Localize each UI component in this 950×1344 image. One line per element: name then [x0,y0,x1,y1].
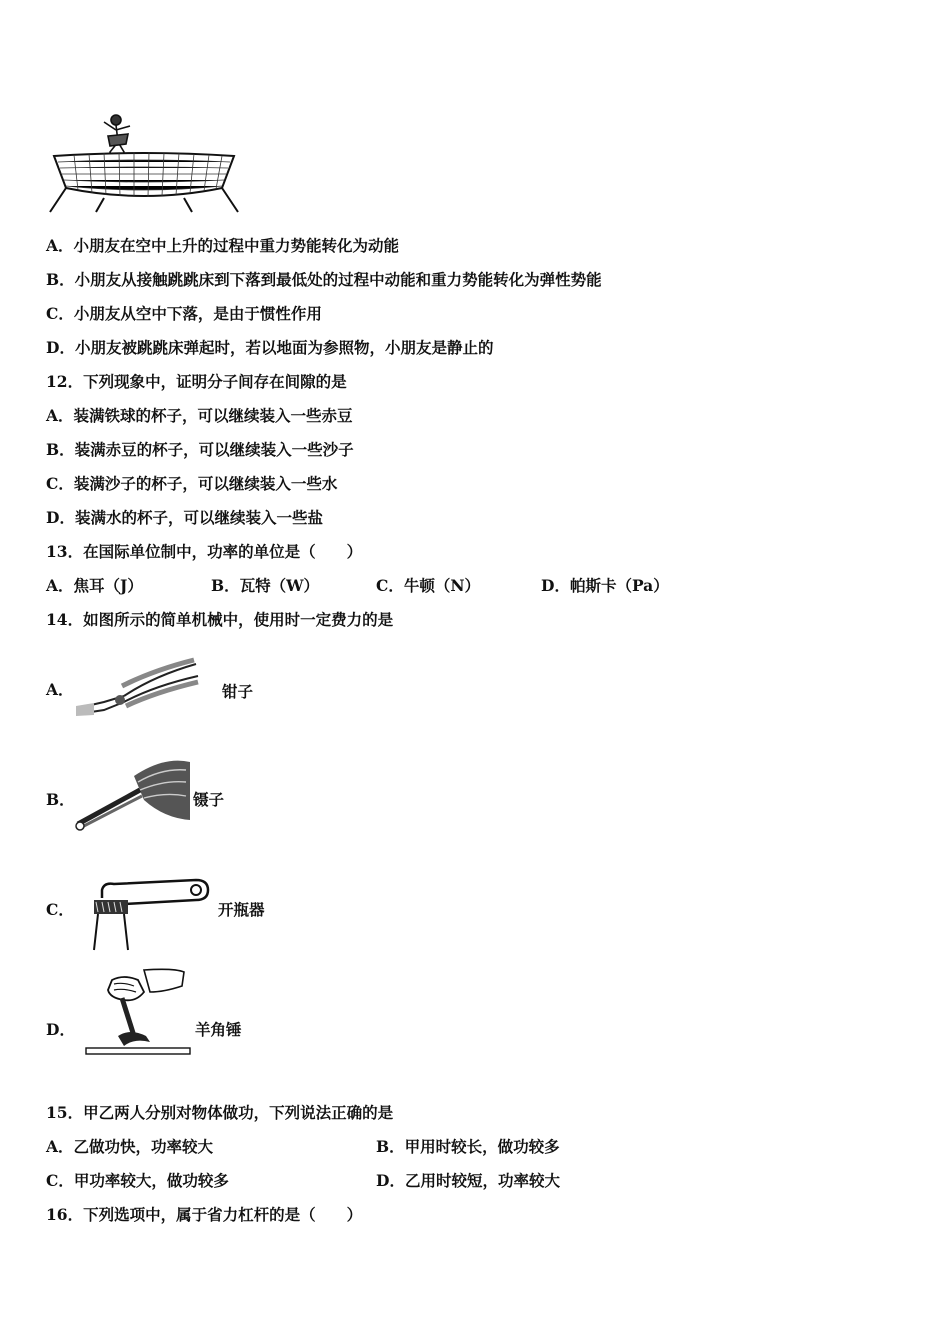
q11-option-a: A．小朋友在空中上升的过程中重力势能转化为动能 [46,236,400,255]
q13-option-c: C．牛顿（N） [376,576,481,595]
q14-option-b-letter: B． [46,790,75,809]
q15-option-a: A．乙做功快，功率较大 [46,1137,214,1156]
q11-option-b: B．小朋友从接触跳跳床到下落到最低处的过程中动能和重力势能转化为弹性势能 [46,270,602,289]
q16-stem: 16．下列选项中，属于省力杠杆的是（ ） [46,1205,363,1224]
q14-option-b-caption: 镊子 [193,790,225,809]
q13-option-a: A．焦耳（J） [46,576,143,595]
q13-option-b: B．瓦特（W） [211,576,320,595]
q14-option-d-caption: 羊角锤 [195,1020,242,1039]
pliers-image [74,656,204,718]
q14-option-a-letter: A． [46,680,74,699]
q12-stem: 12．下列现象中，证明分子间存在间隙的是 [46,372,347,391]
q15-option-c: C．甲功率较大，做功较多 [46,1171,229,1190]
q12-option-b: B．装满赤豆的杯子，可以继续装入一些沙子 [46,440,354,459]
q15-option-b: B．甲用时较长，做功较多 [376,1137,560,1156]
q12-option-c: C．装满沙子的杯子，可以继续装入一些水 [46,474,338,493]
q11-option-d: D．小朋友被跳跳床弹起时，若以地面为参照物，小朋友是静止的 [46,338,494,357]
q13-option-d: D．帕斯卡（Pa） [541,576,669,595]
q14-option-a-caption: 钳子 [222,682,254,701]
q14-option-d-letter: D． [46,1020,75,1039]
trampoline-illustration [44,108,244,216]
q13-stem: 13．在国际单位制中，功率的单位是（ ） [46,542,363,561]
q11-option-c: C．小朋友从空中下落，是由于惯性作用 [46,304,322,323]
bottle-opener-image [84,872,214,952]
q12-option-d: D．装满水的杯子，可以继续装入一些盐 [46,508,323,527]
q12-option-a: A．装满铁球的杯子，可以继续装入一些赤豆 [46,406,353,425]
q15-stem: 15．甲乙两人分别对物体做功，下列说法正确的是 [46,1103,394,1122]
tweezers-image [74,756,194,834]
claw-hammer-image [84,966,196,1060]
q15-option-d: D．乙用时较短，功率较大 [376,1171,560,1190]
q14-option-c-letter: C． [46,900,74,919]
q14-stem: 14．如图所示的简单机械中，使用时一定费力的是 [46,610,394,629]
q14-option-c-caption: 开瓶器 [218,900,265,919]
